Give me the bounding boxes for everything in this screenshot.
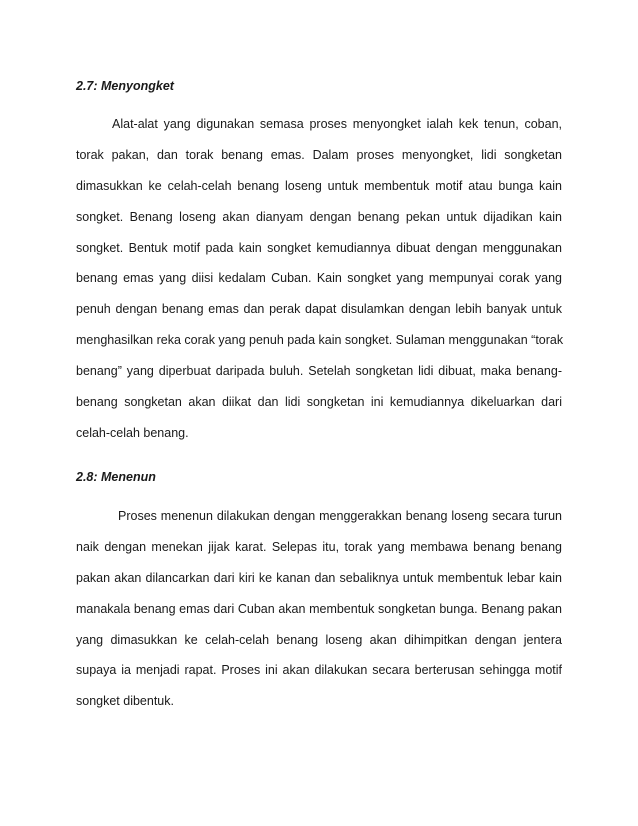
paragraph-line: naik dengan menekan jijak karat. Selepas itu, torak yang membawa benang benang [76,539,562,554]
paragraph-line: Alat-alat yang digunakan semasa proses menyongket ialah kek tenun, coban, [112,117,562,131]
paragraph-line: yang dimasukkan ke celah-celah benang loseng akan dihimpitkan dengan jentera [76,632,562,647]
paragraph-menenun [76,501,562,717]
paragraph-line: benang” yang diperbuat daripada buluh. Setelah songketan lidi dibuat, maka benang- [76,364,562,379]
paragraph-line: pakan akan dilancarkan dari kiri ke kanan dan sebaliknya untuk membentuk lebar kain [76,570,562,585]
paragraph-line: penuh dengan benang emas dan perak dapat disulamkan dengan lebih banyak untuk [76,302,562,317]
paragraph-line: songket dibentuk. [76,694,174,709]
paragraph-line: benang emas yang diisi kedalam Cuban. Kain songket yang mempunyai corak yang [76,271,562,286]
paragraph-line: songket. Benang loseng akan dianyam dengan benang pekan untuk dijadikan kain [76,209,562,224]
paragraph-line: Proses menenun dilakukan dengan menggerakkan benang loseng secara turun [118,509,562,523]
paragraph-line: celah-celah benang. [76,425,189,440]
paragraph-line: torak pakan, dan torak benang emas. Dalam proses menyongket, lidi songketan [76,147,562,162]
paragraph-line: dimasukkan ke celah-celah benang loseng untuk membentuk motif atau bunga kain [76,178,562,193]
paragraph-line: manakala benang emas dari Cuban akan membentuk songketan bunga. Benang pakan [76,601,562,616]
paragraph-line: supaya ia menjadi rapat. Proses ini akan dilakukan secara berterusan sehingga motif [76,663,562,678]
paragraph-line: menghasilkan reka corak yang penuh pada kain songket. Sulaman menggunakan “torak [76,333,564,348]
section-heading-menenun: 2.8: Menenun [76,470,156,484]
paragraph-menyongket [76,109,562,449]
paragraph-line: songket. Bentuk motif pada kain songket kemudiannya dibuat dengan menggunakan [76,240,562,255]
section-heading-menyongket: 2.7: Menyongket [76,79,174,93]
paragraph-line: benang songketan akan diikat dan lidi songketan ini kemudiannya dikeluarkan dari [76,395,562,410]
